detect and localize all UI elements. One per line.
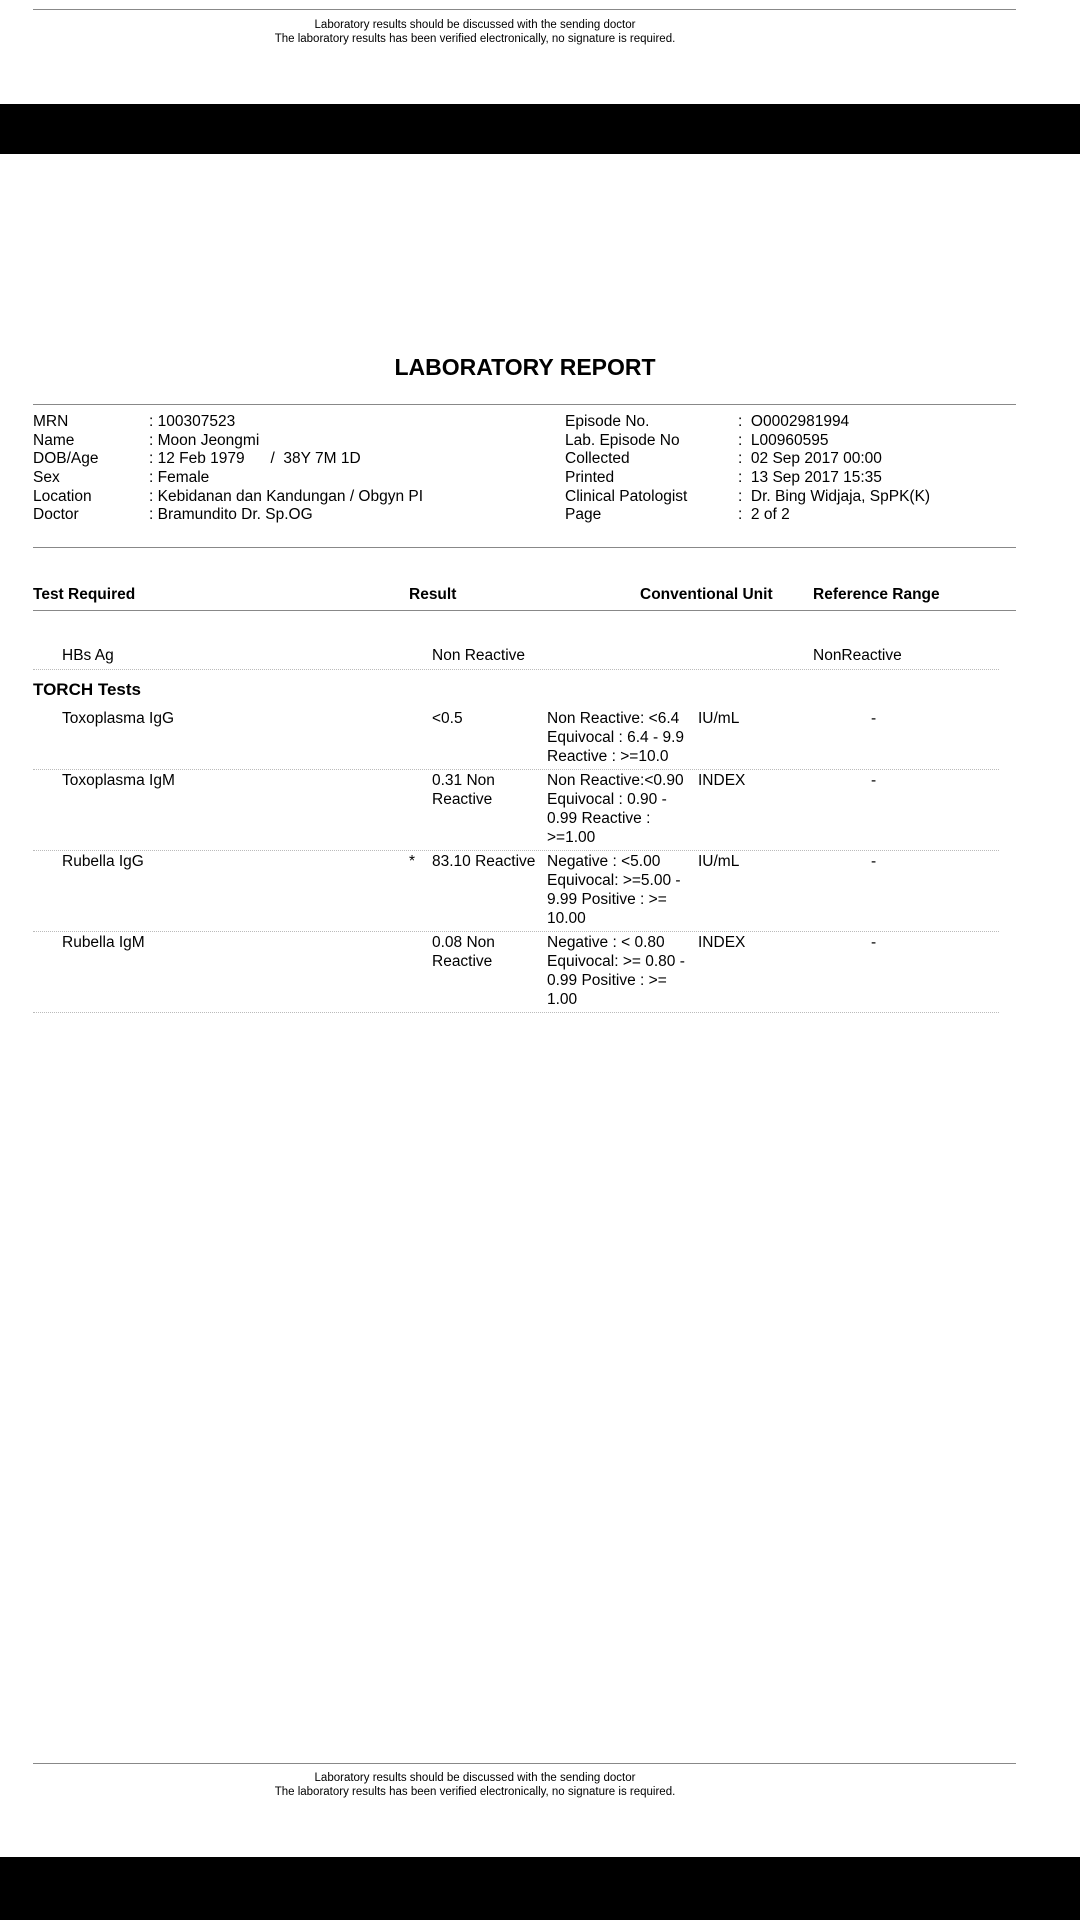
table-header-rule bbox=[33, 610, 1016, 611]
header-top-rule bbox=[33, 404, 1016, 405]
report-title: LABORATORY REPORT bbox=[394, 354, 656, 380]
lab-episode-value: : L00960595 bbox=[738, 432, 829, 449]
page-value: : 2 of 2 bbox=[738, 506, 790, 523]
result-flag: * bbox=[409, 853, 416, 870]
bottom-footer-note-1: Laboratory results should be discussed with the sending doctor bbox=[314, 1772, 636, 1784]
test-result: 83.10 Reactive bbox=[432, 853, 536, 870]
page-separator-band bbox=[0, 104, 1080, 154]
test-reference: - bbox=[871, 934, 877, 951]
name-value: : Moon Jeongmi bbox=[149, 432, 260, 449]
bottom-footer-note-2: The laboratory results has been verified electronically, no signature is required. bbox=[274, 1786, 676, 1798]
test-name: Toxoplasma IgM bbox=[62, 772, 175, 789]
mrn-label: MRN bbox=[33, 413, 69, 430]
episode-value: : O0002981994 bbox=[738, 413, 850, 430]
test-name: Rubella IgG bbox=[62, 853, 144, 870]
test-unit: IU/mL bbox=[698, 853, 740, 870]
test-result: Non Reactive bbox=[432, 647, 526, 664]
sex-value: : Female bbox=[149, 469, 210, 486]
name-label: Name bbox=[33, 432, 75, 449]
episode-label: Episode No. bbox=[565, 413, 650, 430]
test-name: Rubella IgM bbox=[62, 934, 145, 951]
lab-episode-label: Lab. Episode No bbox=[565, 432, 680, 449]
test-result: 0.31 Non Reactive bbox=[432, 772, 495, 808]
header-bottom-rule bbox=[33, 547, 1016, 548]
dob-value: : 12 Feb 1979 / 38Y 7M 1D bbox=[149, 450, 361, 467]
test-reference: - bbox=[871, 772, 877, 789]
test-conventional: Non Reactive:<0.90 Equivocal : 0.90 - 0.99 Reactive : >=1.00 bbox=[547, 772, 684, 846]
printed-value: : 13 Sep 2017 15:35 bbox=[738, 469, 882, 486]
row-divider bbox=[33, 850, 999, 851]
section-title: TORCH Tests bbox=[33, 680, 142, 699]
test-name: Toxoplasma IgG bbox=[62, 710, 174, 727]
collected-label: Collected bbox=[565, 450, 630, 467]
location-label: Location bbox=[33, 488, 92, 505]
top-footer-note-1: Laboratory results should be discussed with the sending doctor bbox=[314, 19, 636, 31]
dob-label: DOB/Age bbox=[33, 450, 99, 467]
doctor-label: Doctor bbox=[33, 506, 79, 523]
test-unit: INDEX bbox=[698, 934, 746, 951]
test-unit: INDEX bbox=[698, 772, 746, 789]
test-unit: IU/mL bbox=[698, 710, 740, 727]
test-reference: - bbox=[871, 710, 877, 727]
top-footer-note-2: The laboratory results has been verified electronically, no signature is required. bbox=[274, 33, 676, 45]
test-conventional: Negative : < 0.80 Equivocal: >= 0.80 - 0.99 Positive : >= 1.00 bbox=[547, 934, 685, 1008]
test-result: 0.08 Non Reactive bbox=[432, 934, 495, 970]
test-conventional: Negative : <5.00 Equivocal: >=5.00 - 9.99 Positive : >= 10.00 bbox=[547, 853, 681, 927]
collected-value: : 02 Sep 2017 00:00 bbox=[738, 450, 882, 467]
doctor-value: : Bramundito Dr. Sp.OG bbox=[149, 506, 313, 523]
row-divider bbox=[33, 769, 999, 770]
col-header-reference: Reference Range bbox=[813, 586, 940, 603]
test-reference: NonReactive bbox=[813, 647, 902, 664]
row-divider bbox=[33, 931, 999, 932]
printed-label: Printed bbox=[565, 469, 615, 486]
row-divider bbox=[33, 669, 999, 670]
test-conventional: Non Reactive: <6.4 Equivocal : 6.4 - 9.9 Reactive : >=10.0 bbox=[547, 710, 684, 765]
test-result: <0.5 bbox=[432, 710, 463, 727]
patologist-value: : Dr. Bing Widjaja, SpPK(K) bbox=[738, 488, 931, 505]
sex-label: Sex bbox=[33, 469, 60, 486]
bottom-black-band bbox=[0, 1857, 1080, 1920]
test-reference: - bbox=[871, 853, 877, 870]
patologist-label: Clinical Patologist bbox=[565, 488, 688, 505]
row-divider bbox=[33, 1012, 999, 1013]
test-name: HBs Ag bbox=[62, 647, 114, 664]
location-value: : Kebidanan dan Kandungan / Obgyn PI bbox=[149, 488, 424, 505]
col-header-result: Result bbox=[409, 586, 457, 603]
top-footer-rule bbox=[33, 9, 1016, 10]
bottom-footer-rule bbox=[33, 1763, 1016, 1764]
col-header-test: Test Required bbox=[33, 586, 136, 603]
mrn-value: : 100307523 bbox=[149, 413, 236, 430]
col-header-unit: Conventional Unit bbox=[640, 586, 773, 603]
page-label: Page bbox=[565, 506, 602, 523]
